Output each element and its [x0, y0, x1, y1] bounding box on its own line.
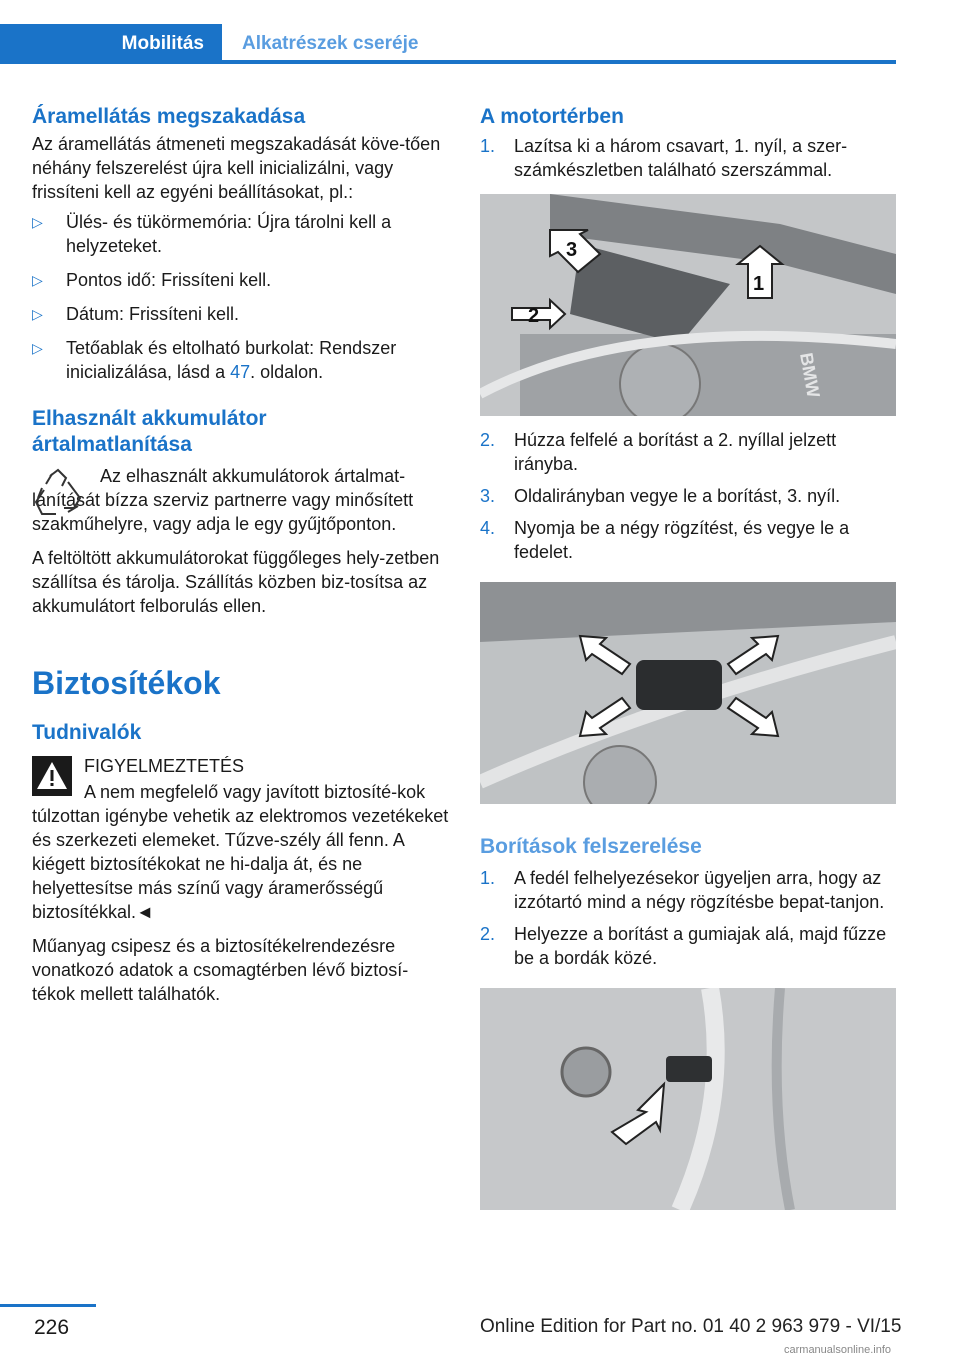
figure-label: 1 — [753, 273, 765, 295]
engine-bay-figure-3 — [480, 988, 896, 1210]
info-heading: Tudnivalók — [32, 721, 142, 744]
left-column — [32, 104, 450, 1006]
header-section-tab: Mobilitás — [0, 24, 222, 64]
triangle-bullet-icon: ▷ — [32, 214, 43, 230]
engine-bay-figure-2 — [480, 582, 896, 804]
header-rule — [222, 60, 896, 64]
step-item: 1. Lazítsa ki a három csavart, 1. nyíl, a szer-számkészletben található szerszámmal. — [480, 136, 848, 180]
watermark-text: carmanualsonline.info — [784, 1344, 892, 1356]
warning-triangle-icon — [32, 756, 72, 796]
bullet-item: ▷ Dátum: Frissíteni kell. — [32, 304, 240, 324]
step-item: 3. Oldalirányban vegye le a borítást, 3. nyíl. — [480, 486, 841, 506]
edition-text: Online Edition for Part no. 01 40 2 963 979 - VI/15 — [480, 1316, 902, 1337]
right-column — [480, 104, 896, 1210]
step-item: 2. Húzza felfelé a borítást a 2. nyíllal jelzett irányba. — [480, 430, 837, 474]
step-item: 2. Helyezze a borítást a gumiajak alá, majd fűzze be a bordák közé. — [480, 924, 887, 968]
page-number: 226 — [34, 1316, 70, 1339]
figure-brand-text: BMW — [796, 351, 824, 399]
figure-label: 3 — [566, 239, 578, 261]
warning-label: FIGYELMEZTETÉS — [84, 756, 245, 776]
power-outage-heading: Áramellátás megszakadása — [32, 105, 306, 128]
figure-label: 2 — [528, 305, 540, 327]
triangle-bullet-icon: ▷ — [32, 306, 43, 322]
footer-rule — [0, 1304, 96, 1307]
warning-text: A nem megfelelő vagy javított biztosíté-kok túlzottan igénybe vehetik az elektromos vezetékeket és szerkezeti elemeket. Tűzve-szély áll fenn. A kiégett biztosítékokat ne hi-dalja át, és ne helyettesítse más színű vagy áramerősségű biztosítékkal.◄ — [32, 782, 449, 922]
battery-transport-text: A feltöltött akkumulátorokat függőleges hely-zetben szállítsa és tárolja. Szállítás közben biz-tosítsa az akkumulátort felborulás ellen. — [32, 548, 440, 616]
triangle-bullet-icon: ▷ — [32, 340, 43, 356]
bullet-item: ▷ Pontos idő: Frissíteni kell. — [32, 270, 272, 290]
bullet-item: ▷ Tetőablak és eltolható burkolat: Rendszer inicializálása, lásd a 47. oldalon. — [32, 338, 397, 382]
triangle-bullet-icon: ▷ — [32, 272, 43, 288]
battery-disposal-heading: Elhasznált akkumulátor ártalmatlanítása — [32, 407, 267, 456]
page-link[interactable]: 47 — [230, 362, 251, 382]
power-outage-text: Az áramellátás átmeneti megszakadását köve-tően néhány felszerelést újra kell inicializálni, vagy frissíteni kell az egyéni beállításokat, pl.: — [32, 134, 441, 202]
install-covers-heading: Borítások felszerelése — [480, 835, 702, 858]
engine-bay-heading: A motortérben — [480, 105, 624, 128]
plastic-clip-text: Műanyag csipesz és a biztosítékelrendezésre vonatkozó adatok a csomagtérben lévő biztosí-tékok mellett találhatók. — [32, 936, 409, 1004]
header-subsection-tab: Alkatrészek cseréje — [242, 33, 419, 54]
step-item: 4. Nyomja be a négy rögzítést, és vegye le a fedelet. — [480, 518, 850, 562]
bullet-item: ▷ Ülés- és tükörmemória: Újra tárolni kell a helyzeteket. — [32, 212, 392, 256]
fuses-heading: Biztosítékok — [32, 665, 221, 701]
recycle-icon — [32, 468, 84, 520]
engine-bay-figure-1 — [480, 194, 896, 416]
battery-disposal-text: Az elhasznált akkumulátorok ártalmat-lanítását bízza szerviz partnerre vagy minősített szakműhelyre, vagy adja le egy gyűjtőponton. — [32, 466, 414, 534]
step-item: 1. A fedél felhelyezésekor ügyeljen arra, hogy az izzótartó mind a négy rögzítésbe bepat-tanjon. — [480, 868, 885, 912]
